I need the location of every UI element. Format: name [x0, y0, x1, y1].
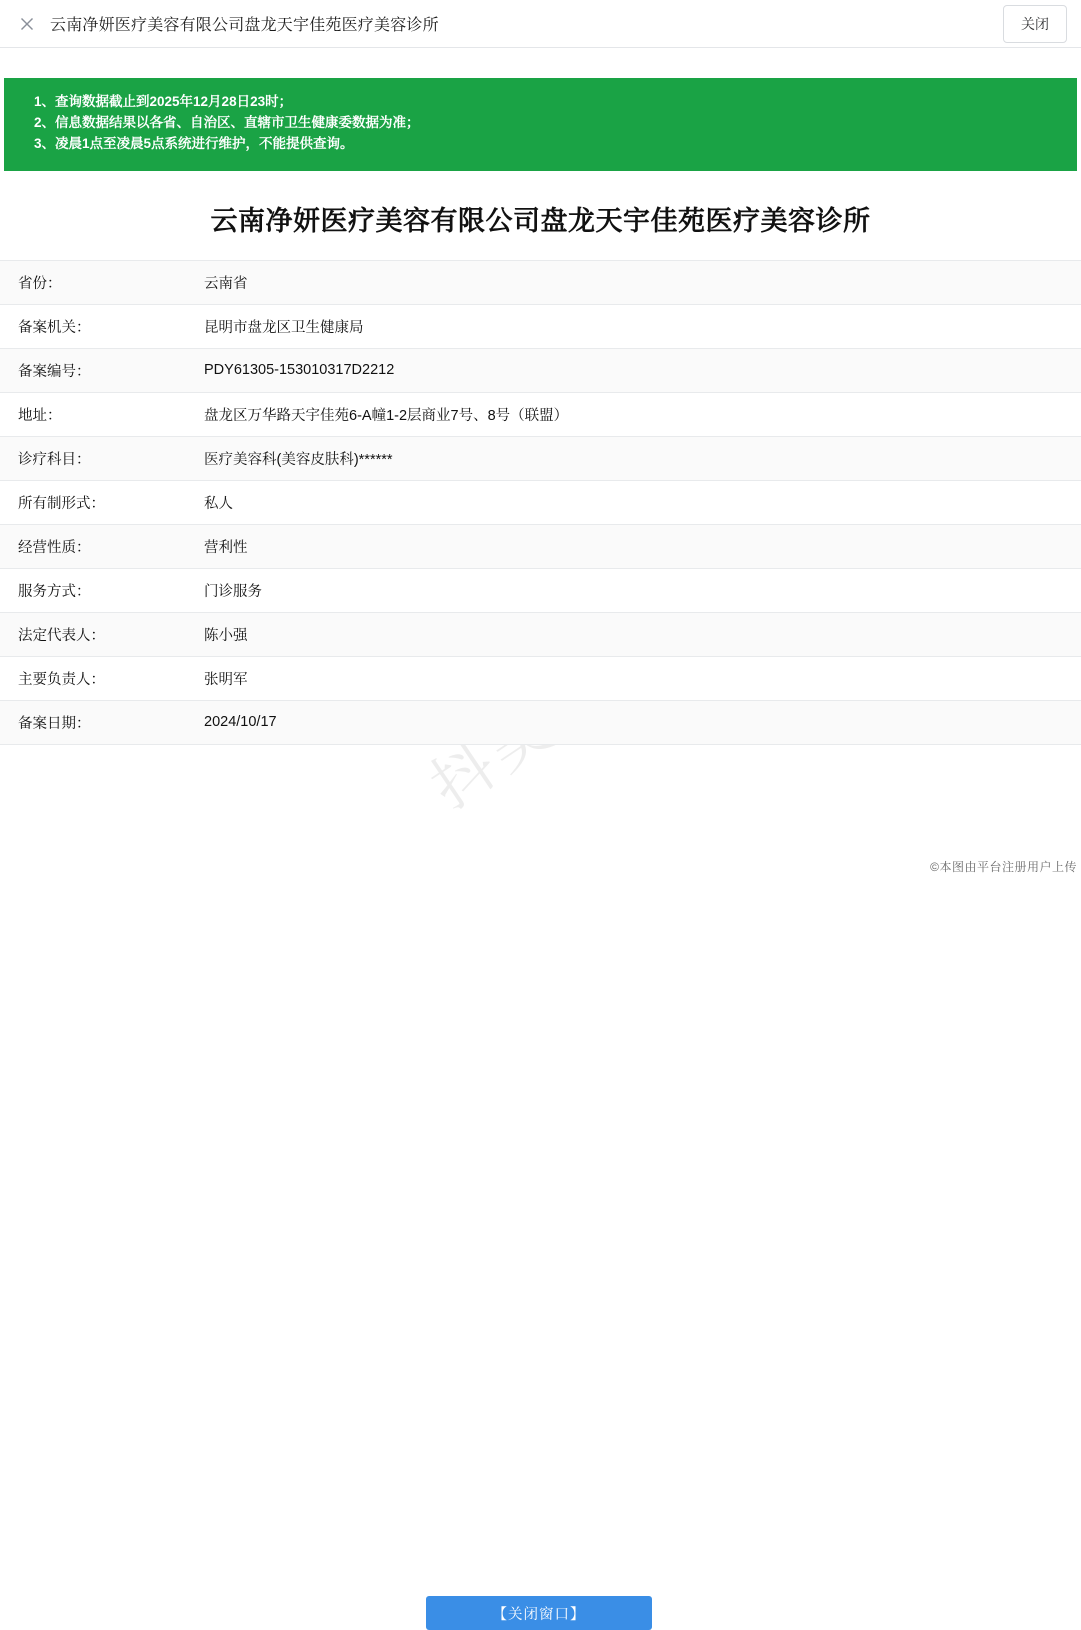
- row-label: 法定代表人：: [0, 612, 186, 656]
- row-label: 所有制形式：: [0, 480, 186, 524]
- notice-banner: [4, 78, 1077, 171]
- clinic-info-table: [0, 260, 1081, 745]
- table-row: [0, 700, 1081, 744]
- row-label: 地址：: [0, 392, 186, 436]
- row-label: 主要负责人：: [0, 656, 186, 700]
- table-row: [0, 348, 1081, 392]
- notice-line-1: 1、查询数据截止到2025年12月28日23时；: [34, 94, 293, 109]
- window-titlebar: [0, 0, 1081, 48]
- table-row: [0, 612, 1081, 656]
- row-value: 私人: [186, 480, 1081, 524]
- row-value: PDY61305-153010317D2212: [186, 348, 1081, 392]
- close-window-button[interactable]: 【关闭窗口】: [426, 1596, 652, 1630]
- table-row: [0, 524, 1081, 568]
- table-row: [0, 656, 1081, 700]
- notice-line-3: 3、凌晨1点至凌晨5点系统进行维护，不能提供查询。: [34, 135, 354, 151]
- clinic-info-table-wrap: [0, 260, 1081, 745]
- table-row: [0, 392, 1081, 436]
- row-label: 备案编号：: [0, 348, 186, 392]
- row-value: 张明军: [186, 656, 1081, 700]
- row-label: 服务方式：: [0, 568, 186, 612]
- row-label: 诊疗科目：: [0, 436, 186, 480]
- table-row: [0, 436, 1081, 480]
- table-row: [0, 480, 1081, 524]
- row-label: 经营性质：: [0, 524, 186, 568]
- page-title: 云南净妍医疗美容有限公司盘龙天宇佳苑医疗美容诊所: [50, 17, 439, 34]
- row-value: 医疗美容科(美容皮肤科)******: [186, 436, 1081, 480]
- row-value: 营利性: [186, 524, 1081, 568]
- table-row: [0, 260, 1081, 304]
- table-row: [0, 304, 1081, 348]
- close-button[interactable]: 关闭: [1003, 5, 1067, 43]
- row-value: 昆明市盘龙区卫生健康局: [186, 304, 1081, 348]
- footer: [0, 758, 1081, 1623]
- row-value: 2024/10/17: [186, 700, 1081, 744]
- row-value: 云南省: [186, 260, 1081, 304]
- table-row: [0, 568, 1081, 612]
- row-label: 备案机关：: [0, 304, 186, 348]
- row-value: 门诊服务: [186, 568, 1081, 612]
- row-value: 陈小强: [186, 612, 1081, 656]
- row-label: 省份：: [0, 260, 186, 304]
- row-label: 备案日期：: [0, 700, 186, 744]
- clinic-name-heading: 云南净妍医疗美容有限公司盘龙天宇佳苑医疗美容诊所: [210, 205, 871, 236]
- notice-line-2: 2、信息数据结果以各省、自治区、直辖市卫生健康委数据为准；: [34, 114, 420, 130]
- close-icon[interactable]: [16, 13, 38, 35]
- upload-credit: ©本图由平台注册用户上传: [930, 860, 1077, 874]
- row-value: 盘龙区万华路天宇佳苑6-A幢1-2层商业7号、8号（联盟）: [186, 392, 1081, 436]
